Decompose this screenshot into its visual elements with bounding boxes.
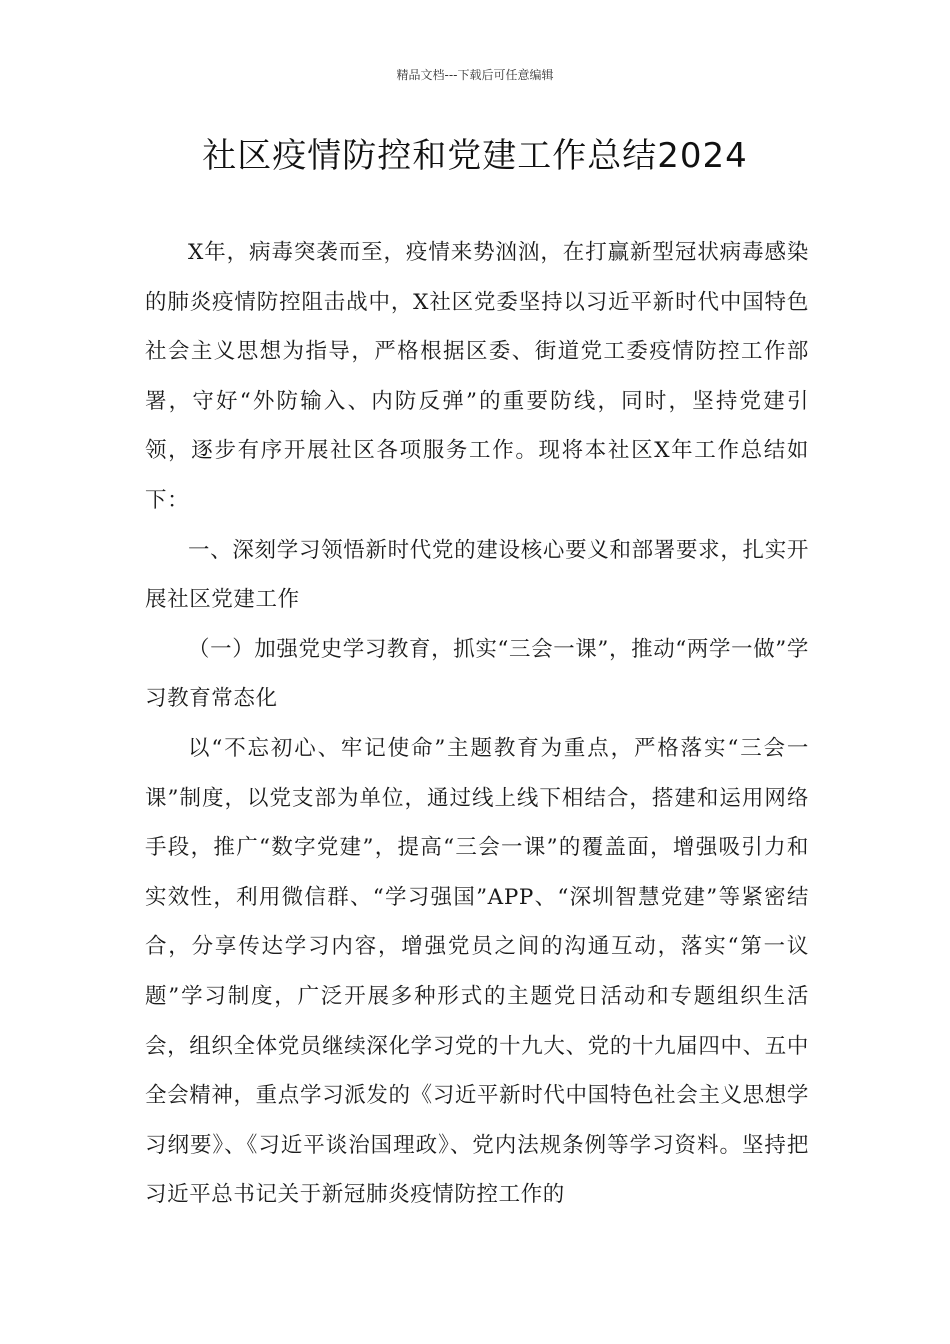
paragraph-intro: X年，病毒突袭而至，疫情来势汹汹，在打赢新型冠状病毒感染的肺炎疫情防控阻击战中，X社区党委坚持以习近平新时代中国特色社会主义思想为指导，严格根据区委、街道党工委疫情防控工作部署，守好“外防输入、内防反弹”的重要防线，同时，坚持党建引领，逐步有序开展社区各项服务工作。现将本社区X年工作总结如下： [145,240,809,513]
paragraph-body: 以“不忘初心、牢记使命”主题教育为重点，严格落实“三会一课”制度，以党支部为单位，通过线上线下相结合，搭建和运用网络手段，推广“数字党建”，提高“三会一课”的覆盖面，增强吸引力和实效性，利用微信群、“学习强国”APP、“深圳智慧党建”等紧密结合，分享传达学习内容，增强党员之间的沟通互动，落实“第一议题”学习制度，广泛开展多种形式的主题党日活动和专题组织生活会，组织全体党员继续深化学习党的十九大、党的十九届四中、五中全会精神，重点学习派发的《习近平新时代中国特色社会主义思想学习纲要》、《习近平谈治国理政》、党内法规条例等学习资料。坚持把习近平总书记关于新冠肺炎疫情防控工作的 [145,735,809,1208]
section-heading-1: 一、深刻学习领悟新时代党的建设核心要义和部署要求，扎实开展社区党建工作 [145,537,809,613]
document-body [145,228,809,1220]
page-header-note: 精品文档---下载后可任意编辑 [396,68,554,82]
document-title: 社区疫情防控和党建工作总结2024 [202,136,748,176]
subsection-heading-1-1: （一）加强党史学习教育，抓实“三会一课”，推动“两学一做”学习教育常态化 [145,636,809,712]
